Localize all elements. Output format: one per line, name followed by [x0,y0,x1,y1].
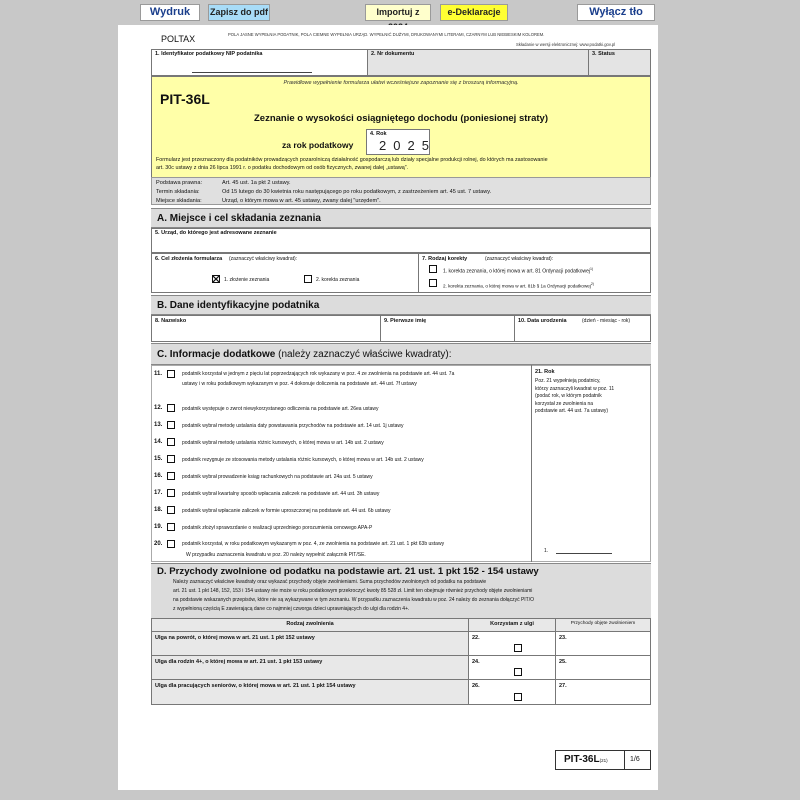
field-22-checkbox[interactable] [514,644,522,652]
field-24 [468,655,556,680]
save-pdf-button[interactable]: Zapisz do pdf [208,4,270,21]
year-21-description [535,378,614,416]
correction-option-label: 2. korekta zeznania [316,277,360,283]
section-d-desc-line: art. 21 ust. 1 pkt 148, 152, 153 i 154 ustawy nie może w roku podatkowym przekroczyć kwoty 85 528 zł. Limit ten obejmuje również przychody objęte zwolnieniami [173,588,533,594]
field-24-label: 24. [472,659,480,665]
field-26 [468,679,556,705]
field-25[interactable] [555,655,651,680]
field-25-label: 25. [559,659,567,665]
filing-checkbox[interactable] [212,275,220,283]
purpose-field [151,253,419,293]
item-number: 17. [154,490,163,496]
item-number: 11. [154,371,163,377]
form-title: Zeznanie o wysokości osiągniętego dochodu (poniesionej straty) [253,113,549,124]
print-button[interactable]: Wydruk [140,4,200,21]
legal-basis-value: Art. 45 ust. 1a pkt 2 ustawy. [222,180,291,186]
item-number: 19. [154,524,163,530]
correction-type-field [418,253,651,293]
edeklaracje-button[interactable]: e-Deklaracje [440,4,508,21]
section-d-header: D. Przychody zwolnione od podatku na podstawie art. 21 ust. 1 pkt 152 - 154 ustawy [151,563,651,579]
item-16-checkbox[interactable] [167,472,175,480]
correction-81b-footnote: 2) [590,282,594,286]
field-22 [468,631,556,656]
field-23[interactable] [555,631,651,656]
item-19-text: podatnik złożył sprawozdanie o realizacji uprzedniego porozumienia cenowego APA-P [182,525,373,531]
item-20-checkbox[interactable] [167,540,175,548]
document-number-label: 2. Nr dokumentu [371,51,415,57]
year-21-desc-line: Poz. 21 wypełnieją podatnicy, [535,378,601,384]
year-21-box [531,365,651,562]
footer-page: 1/6 [630,756,640,763]
section-d-desc-line: Należy zaznaczyć właściwe kwadraty oraz wykazać przychody objęte zwolnieniami. Suma przychodów zwolnionych od podatku na podstawie [173,579,487,585]
col-header-income [555,618,651,632]
correction-type-label: 7. Rodzaj korekty [422,256,468,262]
status-label: 3. Status [592,51,615,57]
status-field [588,49,651,76]
item-number: 16. [154,473,163,479]
item-13-text: podatnik wybrał metodę ustalania daty powstawania przychodów na podstawie art. 14 ust. 1j ustawy [182,423,404,429]
year-21-desc-line: którzy zaznaczyli kwadrat w poz. 11 [535,385,615,392]
hint-text: Prawidłowe wypełnienie formularza ułatwi wcześniejsze zapoznanie się z broszurą informacyjną. [283,80,519,86]
form-page [118,25,658,790]
filing-option-label: 1. złożenie zeznania [224,277,270,283]
item-number: 18. [154,507,163,513]
relief-family-row [151,655,469,680]
item-18-checkbox[interactable] [167,506,175,514]
item-number: 20. [154,541,163,547]
first-name-field[interactable] [380,315,515,342]
item-number: 13. [154,422,163,428]
place-key: Miejsce składania: [156,198,202,204]
item-20-text: podatnik korzystał, w roku podatkowym wykazanym w poz. 4, ze zwolnienia na podstawie art. 21 ust. 1 pkt 63b ustawy [182,541,445,547]
correction-81-label [443,267,593,275]
year-21-input[interactable] [556,549,612,554]
section-c-title: C. Informacje dodatkowe [157,349,276,360]
purpose-hint: (zaznaczyć właściwy kwadrat): [229,256,298,262]
item-12-text: podatnik występuje o zwrot niewykorzystanego odliczenia na podstawie art. 26ea ustawy [182,406,379,412]
item-17-checkbox[interactable] [167,489,175,497]
correction-81b-checkbox[interactable] [429,279,437,287]
relief-senior-label: Ulga dla pracujących seniorów, o której mowa w art. 21 ust. 1 pkt 154 ustawy [155,683,356,689]
tax-office-label: 5. Urząd, do którego jest adresowane zeznanie [155,230,277,236]
field-23-label: 23. [559,635,567,641]
footer-divider [624,751,625,769]
item-19-checkbox[interactable] [167,523,175,531]
correction-81-footnote: 1) [590,267,594,271]
item-15-text: podatnik rezygnuje ze stosowania metody ustalania różnic kursowych, o której mowa w art. 14b ust. 2 ustawy [182,457,424,463]
nip-comb [192,69,312,73]
field-22-label: 22. [472,635,480,641]
birth-date-hint: (dzień - miesiąc - rok) [582,318,631,324]
year-21-input-label: 1. [544,548,549,554]
first-name-label: 9. Pierwsze imię [384,318,427,324]
relief-return-row [151,631,469,656]
footer-code-text: PIT-36L [564,754,600,765]
item-17-text: podatnik wybrał kwartalny sposób wpłacania zaliczek na podstawie art. 44 ust. 3h ustawy [182,491,380,497]
nip-label: 1. Identyfikator podatkowy NIP podatnika [155,51,263,57]
field-27[interactable] [555,679,651,705]
document-number-field [367,49,589,76]
item-14-text: podatnik wybrał metodę ustalania różnic kursowych, o której mowa w art. 14b ust. 2 ustawy [182,440,384,446]
correction-81b-text: 2. korekta zeznania, o której mowa w art. 81b § 1a Ordynacji podatkowej [443,283,591,289]
col-header-using-text: Korzystam z ulgi [490,621,534,627]
col-header-using [468,618,556,632]
section-a-header: A. Miejsce i cel składania zeznania [151,208,651,228]
form-code: PIT-36L [160,91,210,107]
item-number: 12. [154,405,163,411]
field-26-label: 26. [472,683,480,689]
brand: POLTAX [161,34,196,44]
footer-code [564,754,608,765]
correction-81-checkbox[interactable] [429,265,437,273]
intro-line-1: Formularz jest przeznaczony dla podatników prowadzących pozarolniczą działalność gospodarczą lub działy specjalne produkcji rolnej, do których ma zastosowanie [156,157,548,163]
relief-family-label: Ulga dla rodzin 4+, o której mowa w art. 21 ust. 1 pkt 153 ustawy [155,659,323,665]
item-11-text-2: ustawy i w roku podatkowym wykazanym w poz. 4 dokonuje doliczenia na podstawie art. 44 ust. 7f ustawy [182,381,417,387]
place-value: Urząd, o którym mowa w art. 45 ustawy, zwany dalej "urzędem". [222,198,381,204]
surname-label: 8. Nazwisko [155,318,187,324]
section-c-header [151,343,651,365]
item-11-text: podatnik korzystał w jednym z pięciu lat poprzedzających rok wykazany w poz. 4 ze zwolnienia na podstawie art. 44 ust. 7a [182,371,455,377]
surname-field[interactable] [151,315,381,342]
intro-line-2: art. 30c ustawy z dnia 26 lipca 1991 r. o podatku dochodowym od osób fizycznych, zwanej dalej „ustawą”. [156,165,409,171]
year-value: 2025 [379,138,436,153]
correction-81b-label [443,282,594,289]
col-header-relief [151,618,469,632]
footer-code-box [555,750,651,770]
item-20-note: W przypadku zaznaczenia kwadratu w poz. 20 należy wypełnić załącznik PIT/SE. [186,552,366,558]
col-header-income-text: Przychody objęte zwolnieniem [570,621,636,626]
item-12-checkbox[interactable] [167,404,175,412]
deadline-key: Termin składania: [156,189,200,195]
section-b-header: B. Dane identyfikacyjne podatnika [151,295,651,315]
legal-basis-key: Podstawa prawna: [156,180,203,186]
year-21-label: 21. Rok [535,369,555,375]
year-field[interactable] [366,129,436,155]
correction-checkbox[interactable] [304,275,312,283]
field-27-label: 27. [559,683,567,689]
relief-senior-row [151,679,469,705]
item-18-text: podatnik wybrał wpłacanie zaliczek w formie uproszczonej na podstawie art. 44 ust. 6b ustawy [182,508,391,514]
correction-81-text: 1. korekta zeznania, o której mowa w art. 81 Ordynacji podatkowej [443,268,591,275]
close-background-button[interactable]: Wyłącz tło [577,4,655,21]
electronic-note: Składanie w wersji elektronicznej: www.podatki.gov.pl [516,42,616,47]
fill-instructions: POLA JASNE WYPEŁNIA PODATNIK, POLA CIEMNE WYPEŁNIA URZĄD. WYPEŁNIĆ DUŻYMI, DRUKOWANYMI LITERAMI, CZARNYM LUB NIEBIESKIM KOLOREM. [228,32,545,37]
year-21-desc-line: (podać rok, w którym podatnik [535,393,602,399]
field-26-checkbox[interactable] [514,693,522,701]
year-field-label: 4. Rok [370,131,387,137]
col-header-relief-text: Rodzaj zwolnienia [286,621,334,627]
nip-field[interactable] [151,49,368,76]
correction-type-hint: (zaznaczyć właściwy kwadrat): [485,256,554,262]
item-15-checkbox[interactable] [167,455,175,463]
relief-return-label: Ulga na powrót, o której mowa w art. 21 ust. 1 pkt 152 ustawy [155,635,315,641]
section-d-desc-line: na podstawie wskazanych przepisów, które nie są wykazywane w tym zeznaniu. W przypadku zaznaczenia kwadratu w poz. 24 należy do zeznania dołączyć PIT/O [173,597,535,603]
item-14-checkbox[interactable] [167,438,175,446]
year-21-desc-line: podstawie art. 44 ust. 7a ustawy) [535,408,609,414]
deadline-value: Od 15 lutego do 30 kwietnia roku następującego po roku podatkowym, z zastrzeżeniem art. 45 ust. 7 ustawy. [222,189,492,195]
footer-version: (21) [599,758,608,763]
item-13-checkbox[interactable] [167,421,175,429]
purpose-label: 6. Cel złożenia formularza [155,256,223,262]
tax-office-field[interactable] [151,228,651,253]
section-c-hint: (należy zaznaczyć właściwe kwadraty): [278,349,452,360]
item-11-checkbox[interactable] [167,370,175,378]
section-d-description [151,579,651,619]
year-label: za rok podatkowy [282,140,354,150]
birth-date-label: 10. Data urodzenia [518,318,567,324]
item-number: 15. [154,456,163,462]
item-16-text: podatnik wybrał prowadzenie ksiąg rachunkowych na podstawie art. 24a ust. 5 ustawy [182,474,373,480]
legal-block [151,177,651,205]
import-button[interactable]: Importuj z [365,4,431,21]
year-21-desc-line: korzystał ze zwolnienia na [535,400,594,407]
item-number: 14. [154,439,163,445]
section-d-desc-line: z wypełnioną częścią E zawierającą dane co najmniej czworga dzieci uprawniających do ulgi dla rodzin 4+. [173,606,410,612]
field-24-checkbox[interactable] [514,668,522,676]
birth-date-field[interactable] [514,315,651,342]
